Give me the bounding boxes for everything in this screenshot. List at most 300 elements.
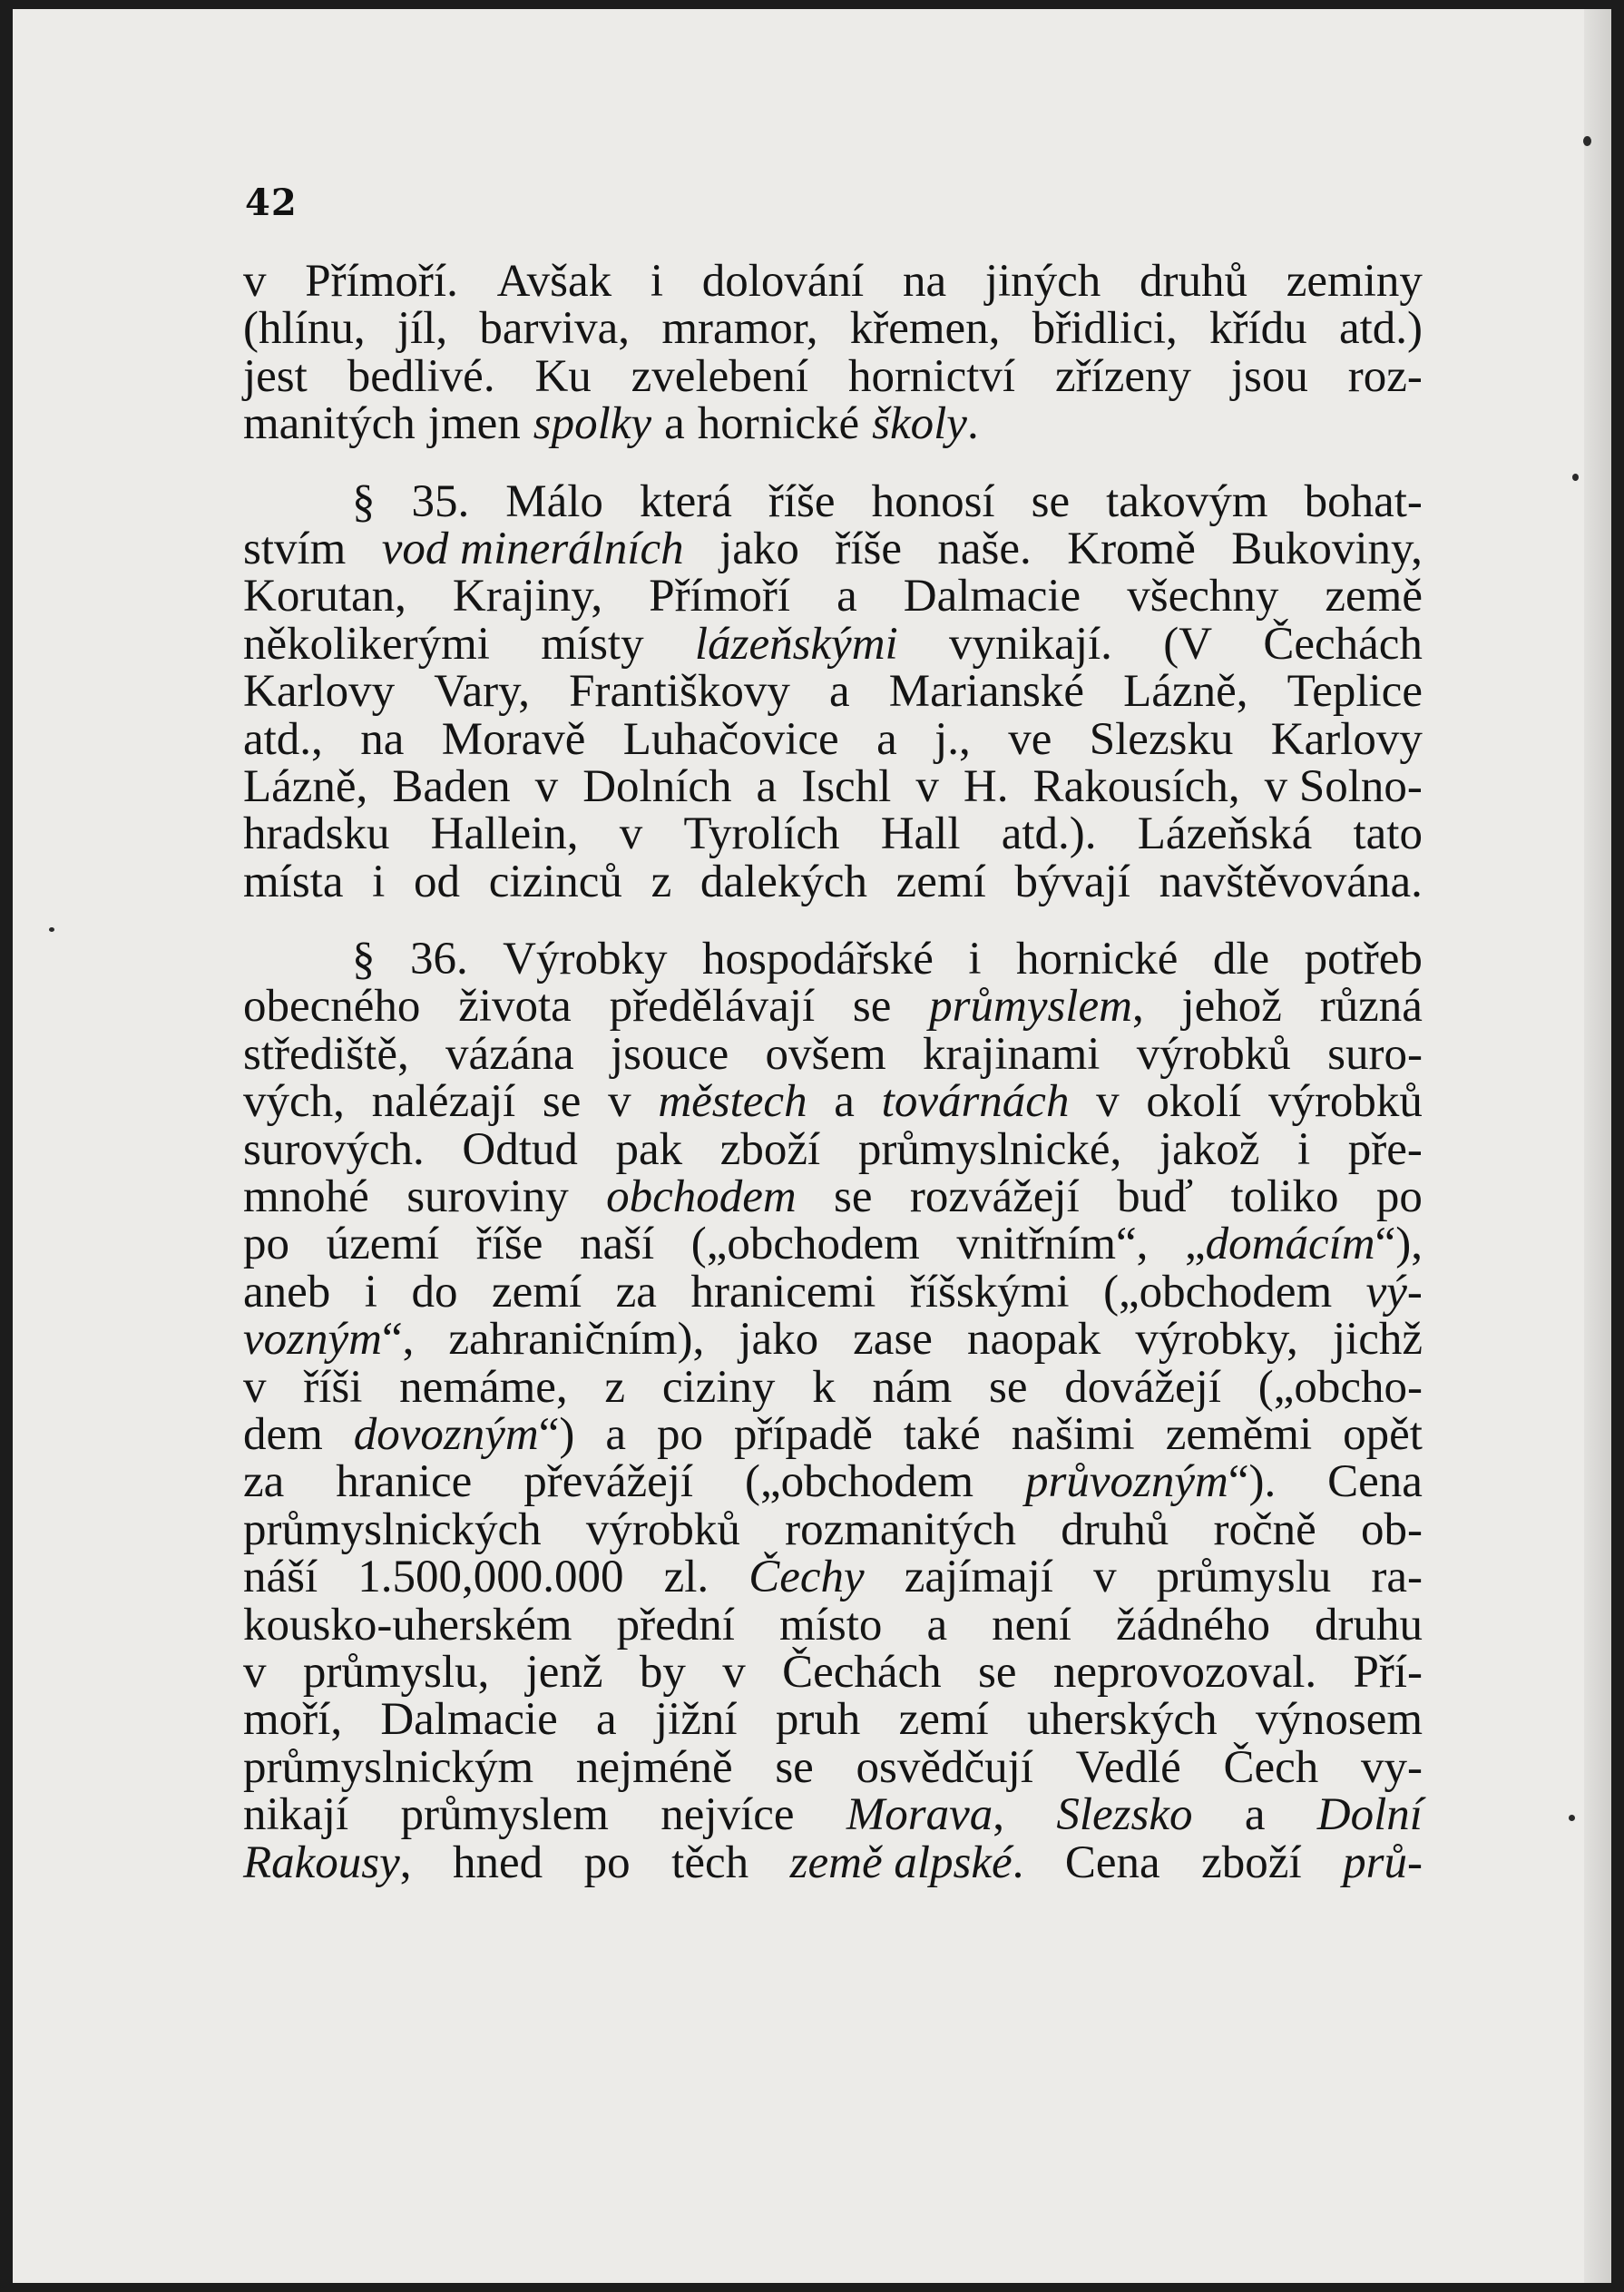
text-line [243, 1028, 1423, 1080]
word-part: dalekých [699, 856, 867, 907]
italic-word: dovozným [353, 1408, 539, 1460]
word-part: moří, [243, 1694, 343, 1746]
word [1116, 1601, 1270, 1649]
word-part: se [852, 981, 892, 1033]
word [1181, 981, 1282, 1033]
word-part: atd.) [1338, 303, 1423, 355]
word-part: hornictví [847, 350, 1016, 402]
word [453, 1839, 543, 1886]
word-part: i [364, 1266, 377, 1317]
word-part: hned [453, 1837, 543, 1888]
text-line [243, 258, 1423, 305]
word [1319, 981, 1423, 1033]
word-part: Výrobky [503, 934, 668, 985]
word-part: dolování [701, 256, 865, 307]
word-part: po [243, 1219, 289, 1270]
word-part: nejméně [575, 1741, 733, 1793]
word [411, 475, 470, 527]
word [353, 1408, 575, 1460]
word [1347, 350, 1423, 402]
word-part: se [542, 1076, 582, 1128]
word-part: z [651, 856, 672, 907]
word-part: Přímoří. [305, 256, 458, 307]
word-part: z [604, 1361, 626, 1413]
word-part: po [583, 1837, 631, 1888]
word-part: Čech [1223, 1741, 1319, 1793]
word [352, 475, 376, 527]
word [765, 1028, 886, 1080]
word-part: zeminy [1286, 256, 1423, 307]
word [1025, 1456, 1277, 1508]
word-part: říši [303, 1361, 363, 1413]
word [910, 1268, 1070, 1316]
word-part: k [812, 1361, 836, 1413]
text-line [243, 1361, 1423, 1413]
italic-word: Slezsko [1056, 1789, 1193, 1841]
word [896, 858, 986, 906]
text-line [243, 573, 1423, 620]
word [569, 666, 790, 718]
word-part: hospodářské [701, 934, 934, 985]
word [1267, 1076, 1423, 1128]
word [489, 858, 622, 906]
word [639, 1646, 686, 1698]
word [691, 1220, 920, 1268]
word [775, 1694, 861, 1746]
word [1032, 760, 1240, 812]
word [243, 1268, 330, 1316]
word [503, 935, 667, 983]
word-part: se [775, 1741, 814, 1793]
word [1140, 258, 1247, 305]
word [371, 1076, 516, 1128]
word-part: H. [963, 760, 1009, 812]
text-line [243, 760, 1423, 812]
word-part: říše [835, 523, 902, 574]
word-part: i [650, 256, 663, 307]
word-part: bohat- [1304, 475, 1423, 527]
italic-word: spolky [533, 398, 652, 450]
text-line [243, 398, 1423, 450]
word-part: Cena [1327, 1456, 1423, 1508]
word [857, 1123, 1122, 1175]
word [586, 1506, 740, 1553]
word-part: jmen [427, 398, 521, 450]
word [956, 1220, 1148, 1268]
word-part: se [834, 1171, 873, 1223]
word-part: vých, [243, 1076, 345, 1128]
word-part: , [399, 1837, 412, 1888]
italic-word: domácím [1205, 1219, 1375, 1270]
word [327, 1220, 440, 1268]
word [1032, 303, 1178, 355]
word-part: ovšem [765, 1028, 886, 1080]
word [985, 258, 1101, 305]
text-line [243, 618, 1423, 670]
word [1123, 666, 1248, 718]
word-part: osvědčují [856, 1741, 1033, 1793]
word [445, 1028, 574, 1080]
word [243, 303, 366, 355]
text-line [243, 858, 1423, 906]
word-part: Slezsku [1089, 713, 1234, 765]
text-line [243, 808, 1423, 860]
word [525, 1646, 603, 1698]
word [1255, 1694, 1423, 1746]
word-part: zase [853, 1314, 933, 1366]
word [605, 1408, 626, 1460]
word-part: střediště, [243, 1028, 409, 1080]
text-line [243, 666, 1423, 718]
word-part: cizinců [488, 856, 622, 907]
word [243, 398, 416, 450]
word [909, 1171, 1080, 1223]
word [1031, 475, 1071, 527]
word [615, 1123, 683, 1175]
word [584, 1839, 631, 1886]
word [243, 1694, 343, 1746]
italic-word: Čechy [748, 1552, 865, 1603]
italic-word: prů- [1343, 1837, 1423, 1888]
word [622, 713, 839, 765]
word-part: („obchodem [745, 1456, 974, 1508]
italic-word: země alpské [789, 1837, 1013, 1888]
word-part: hranice [336, 1456, 473, 1508]
word [302, 1646, 490, 1698]
word [1137, 808, 1313, 860]
word-part: Vedlé [1075, 1741, 1181, 1793]
word [303, 1361, 363, 1413]
text-line [243, 1456, 1423, 1508]
word [582, 760, 732, 812]
word [462, 1123, 578, 1175]
word-part: Odtud [462, 1123, 578, 1175]
italic-word: vod minerálních [381, 523, 684, 574]
word [243, 1028, 409, 1080]
word [1305, 935, 1423, 983]
word [1327, 1028, 1423, 1080]
word-part: místo [779, 1599, 883, 1650]
word-part: v [534, 760, 559, 812]
word [305, 258, 458, 305]
word-part: kousko-uherském [243, 1599, 572, 1650]
word [904, 573, 1081, 620]
word [1001, 808, 1097, 860]
text-line [243, 1314, 1423, 1366]
word-part: jichž [1332, 1314, 1423, 1366]
word [1296, 1123, 1311, 1175]
word-part: v [915, 760, 939, 812]
word-part: Krajiny, [452, 571, 603, 622]
word-part: “). [1228, 1456, 1277, 1508]
italic-word: vozným [243, 1314, 382, 1366]
word [608, 1076, 631, 1128]
word [937, 525, 1031, 573]
word [492, 1268, 582, 1316]
word-part: Dalmacie [903, 571, 1081, 622]
word [1089, 713, 1234, 765]
word [1014, 858, 1130, 906]
word-part: Lázeňská [1137, 808, 1313, 860]
word [745, 1456, 974, 1508]
word [697, 398, 860, 450]
word [722, 1646, 746, 1698]
word [347, 350, 495, 402]
word-part: říše [768, 475, 836, 527]
word-part: a [876, 713, 897, 765]
word [1361, 1741, 1423, 1793]
word [357, 1553, 623, 1601]
word-part: Ku [534, 350, 592, 402]
word [639, 475, 732, 527]
word-part: a [605, 1408, 626, 1460]
word-part: která [639, 475, 732, 527]
word [1244, 1789, 1266, 1841]
word-part: Dolních [582, 760, 732, 812]
page-number: 42 [245, 181, 298, 224]
word-part: vnitřním“, [956, 1219, 1149, 1270]
body-text [243, 258, 1423, 1886]
word-part: vy- [1361, 1741, 1423, 1793]
word [1117, 1171, 1194, 1223]
word [243, 981, 421, 1033]
word-part: “) [538, 1408, 575, 1460]
word-part: Korutan, [243, 571, 406, 622]
word [1286, 258, 1423, 305]
word-part: zboží [1201, 1837, 1302, 1888]
word [430, 808, 579, 860]
word [619, 808, 643, 860]
word [656, 1408, 703, 1460]
word-part: i [968, 934, 982, 985]
word [1213, 935, 1269, 983]
word [453, 573, 602, 620]
word [1257, 1361, 1423, 1413]
word [1347, 1123, 1423, 1175]
word-part: 35. [411, 475, 470, 527]
text-line [243, 1553, 1423, 1601]
word [801, 760, 892, 812]
word-part: se [1031, 475, 1071, 527]
italic-word: průvozným [1025, 1456, 1228, 1508]
word [1136, 1028, 1291, 1080]
word [700, 858, 867, 906]
italic-word: obchodem [606, 1171, 797, 1223]
word-part: našimi [1011, 1408, 1135, 1460]
word-part: okolí [1146, 1076, 1242, 1128]
word-part: Lázně, [1123, 666, 1248, 718]
text-line [243, 1789, 1423, 1841]
word-part: a [664, 398, 685, 450]
word-part: hornické [697, 398, 860, 450]
word-part: . [966, 398, 979, 450]
word-part: Hallein, [430, 808, 579, 860]
italic-word: školy [872, 398, 967, 450]
word-part: dem [243, 1408, 323, 1460]
word [856, 1741, 1033, 1793]
word [243, 760, 368, 812]
word-part: mnohé [243, 1171, 369, 1223]
word-part: stvím [243, 523, 347, 574]
word [243, 1220, 289, 1268]
word [1146, 1076, 1242, 1128]
word [992, 1601, 1071, 1649]
word-part: obecného [243, 981, 421, 1033]
word-part: hornické [1015, 934, 1179, 985]
word [1209, 303, 1307, 355]
word [1375, 1171, 1423, 1223]
word-part: suroviny [406, 1171, 569, 1223]
word [649, 573, 790, 620]
word-part: , [993, 1789, 1005, 1841]
word-part: pak [615, 1123, 683, 1175]
ink-speck [1569, 1815, 1575, 1821]
word [243, 350, 308, 402]
word [243, 1646, 267, 1698]
word [1371, 1553, 1423, 1601]
word-part: mramor, [661, 303, 818, 355]
word-part: atd., [243, 713, 323, 765]
word-part: („obcho- [1257, 1361, 1423, 1413]
word [1159, 858, 1423, 906]
text-line [243, 350, 1423, 402]
word-part: , [1131, 981, 1144, 1033]
word [243, 1506, 542, 1553]
word-part: barviva, [479, 303, 631, 355]
word-part: jíl, [396, 303, 448, 355]
word [1056, 1789, 1193, 1841]
word [768, 475, 836, 527]
word-part: druhů [1061, 1504, 1169, 1555]
word-part: naše. [937, 523, 1032, 574]
word [967, 1314, 1101, 1366]
word [733, 1408, 873, 1460]
word-part: naší [580, 1219, 655, 1270]
word [836, 573, 857, 620]
word [365, 1268, 377, 1316]
word-part: na [902, 256, 947, 307]
word [243, 808, 390, 860]
word [1332, 1314, 1423, 1366]
word [243, 1601, 572, 1649]
word-part: zemí [895, 856, 986, 907]
word-part: bývají [1014, 856, 1130, 907]
word [243, 666, 396, 718]
word [434, 666, 531, 718]
word-part: honosí [871, 475, 995, 527]
word [1159, 1123, 1260, 1175]
word [671, 1839, 748, 1886]
word [1185, 1220, 1423, 1268]
word-part: Dalmacie [380, 1694, 558, 1746]
word [1065, 1839, 1160, 1886]
word-part: ve [1008, 713, 1052, 765]
word-part: navštěvována. [1159, 856, 1423, 907]
word [427, 398, 521, 450]
word-part: neprovozoval. [1052, 1646, 1317, 1698]
word [382, 525, 684, 573]
word [243, 1553, 318, 1601]
word-part: země [1325, 571, 1423, 622]
word-part: Hall [880, 808, 961, 860]
word [1366, 1268, 1423, 1316]
word-part: zřízeny [1054, 350, 1192, 402]
word-part: ob- [1361, 1504, 1423, 1555]
word-part: také [903, 1408, 981, 1460]
word [702, 258, 864, 305]
text-line [243, 1076, 1423, 1128]
word-part: území [326, 1219, 440, 1270]
word-part: uherských [1026, 1694, 1218, 1746]
word [1096, 1076, 1120, 1128]
word-part: Přímoří [649, 571, 791, 622]
word-part: není [992, 1599, 1071, 1650]
word [243, 573, 406, 620]
text-line [243, 1171, 1423, 1223]
word-part: zboží [719, 1123, 821, 1175]
word [336, 1456, 473, 1508]
word-part: 36. [409, 934, 468, 985]
word [392, 760, 511, 812]
word-part: přední [616, 1599, 735, 1650]
ink-speck [1583, 136, 1591, 146]
word-part: hranicemi [690, 1266, 876, 1317]
word-part: roz- [1347, 350, 1423, 402]
word-part: a [828, 666, 850, 718]
word [1061, 1506, 1169, 1553]
word-part: křemen, [849, 303, 1001, 355]
word [1338, 303, 1423, 355]
word [580, 1220, 654, 1268]
word [881, 1076, 1070, 1128]
word-part: dle [1212, 934, 1270, 985]
word [243, 1839, 412, 1886]
word [476, 1220, 543, 1268]
word [610, 1028, 729, 1080]
word [926, 1601, 947, 1649]
word-part: se [989, 1361, 1028, 1413]
word [1064, 1361, 1221, 1413]
word [876, 713, 897, 765]
word-part: převážejí [523, 1456, 694, 1508]
word [1223, 1741, 1319, 1793]
word-part: rozmanitých [785, 1504, 1017, 1555]
italic-word: Morava [846, 1789, 993, 1841]
italic-word: Rakousy [243, 1837, 400, 1888]
word-part: nemáme, [399, 1361, 568, 1413]
word-part: „ [1185, 1219, 1206, 1270]
word [1353, 1646, 1423, 1698]
word-part: j., [934, 713, 971, 765]
word [399, 1361, 568, 1413]
text-line [243, 935, 1423, 983]
word [243, 1456, 285, 1508]
word-part: druhů [1140, 256, 1248, 307]
ink-speck [49, 927, 54, 932]
word-part: zahraničním), [448, 1314, 705, 1366]
word [1106, 475, 1268, 527]
word-part: v [608, 1076, 631, 1128]
word [929, 981, 1144, 1033]
word-part: Cena [1064, 1837, 1160, 1888]
word-part: výrobky, [1135, 1314, 1298, 1366]
word-part: zl. [663, 1552, 709, 1603]
text-line [243, 713, 1423, 765]
word [915, 760, 939, 812]
word [651, 258, 663, 305]
word [400, 1789, 609, 1841]
word [243, 1789, 349, 1841]
